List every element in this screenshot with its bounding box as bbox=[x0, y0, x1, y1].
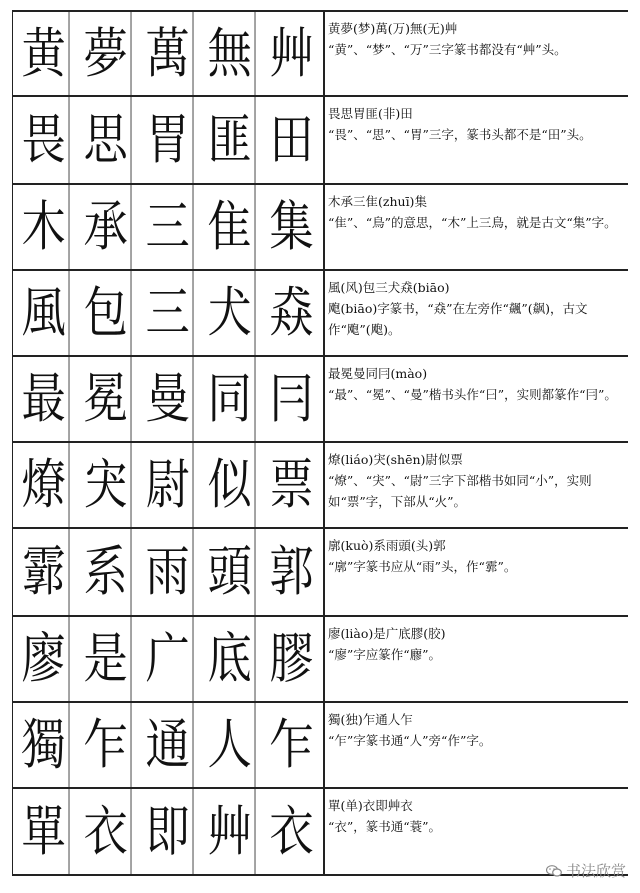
seal-glyph-cell: 是 bbox=[81, 617, 132, 701]
explanation-note bbox=[328, 185, 628, 269]
seal-glyph-cell: 广 bbox=[143, 617, 194, 701]
explanation-note bbox=[328, 443, 628, 527]
seal-glyph-cell: 黄 bbox=[19, 12, 70, 95]
seal-glyph-cell: 萬 bbox=[143, 12, 194, 95]
seal-glyph-cell: 獨 bbox=[19, 703, 70, 787]
seal-glyph-cell: 廖 bbox=[19, 617, 70, 701]
explanation-line: “隹”、“鳥”的意思，“木”上三鳥，就是古文“集”字。 bbox=[328, 215, 617, 230]
explanation-line: “廖”字应篆作“廫”。 bbox=[328, 647, 442, 662]
glyph-cells bbox=[12, 617, 325, 701]
table-row bbox=[12, 789, 628, 876]
seal-glyph-cell: 田 bbox=[269, 108, 314, 171]
seal-glyph-cell: 衣 bbox=[81, 789, 132, 874]
table-row bbox=[12, 12, 628, 97]
explanation-note bbox=[328, 529, 628, 615]
seal-glyph-cell: 曼 bbox=[143, 357, 194, 441]
seal-glyph-cell: 艸 bbox=[205, 789, 256, 874]
seal-glyph-cell: 三 bbox=[143, 185, 194, 269]
explanation-line: “畏”、“思”、“胃”三字，篆书头都不是“田”头。 bbox=[328, 127, 592, 142]
seal-glyph-cell: 風 bbox=[19, 271, 70, 355]
seal-glyph-cell: 宊 bbox=[81, 443, 132, 527]
mnemonic-line: 單(单)衣即艸衣 bbox=[328, 798, 413, 813]
table-row bbox=[12, 271, 628, 357]
seal-glyph-cell: 票 bbox=[269, 453, 314, 516]
glyph-cells bbox=[12, 12, 325, 95]
seal-glyph-cell: 猋 bbox=[269, 281, 314, 344]
seal-glyph-cell: 底 bbox=[205, 617, 256, 701]
table-row bbox=[12, 443, 628, 529]
seal-glyph-cell: 尉 bbox=[143, 443, 194, 527]
explanation-line: “燎”、“宊”、“尉”三字下部楷书如同“小”，实则如“票”字，下部从“火”。 bbox=[328, 473, 592, 509]
table-row bbox=[12, 617, 628, 703]
seal-glyph-cell: 燎 bbox=[19, 443, 70, 527]
seal-glyph-cell: 系 bbox=[81, 529, 132, 615]
table-row bbox=[12, 97, 628, 185]
mnemonic-line: 風(风)包三犬猋(biāo) bbox=[328, 280, 450, 295]
seal-glyph-cell: 夢 bbox=[81, 12, 132, 95]
seal-glyph-cell: 單 bbox=[19, 789, 70, 874]
seal-glyph-cell: 承 bbox=[81, 185, 132, 269]
glyph-cells bbox=[12, 703, 325, 787]
seal-glyph-cell: 雨 bbox=[143, 529, 194, 615]
seal-glyph-cell: 木 bbox=[19, 185, 70, 269]
mnemonic-line: 廓(kuò)系雨頭(头)郭 bbox=[328, 538, 446, 553]
mnemonic-line: 獨(独)乍通人乍 bbox=[328, 712, 413, 727]
wechat-icon bbox=[546, 865, 562, 877]
watermark-text: 书法欣赏 bbox=[565, 862, 626, 880]
mnemonic-line: 最冕曼同冃(mào) bbox=[328, 366, 428, 381]
explanation-note bbox=[328, 12, 628, 95]
seal-glyph-cell: 似 bbox=[205, 443, 256, 527]
seal-glyph-cell: 通 bbox=[143, 703, 194, 787]
table-row bbox=[12, 703, 628, 789]
explanation-line: “乍”字篆书通“人”旁“作”字。 bbox=[328, 733, 492, 748]
seal-glyph-cell: 隹 bbox=[205, 185, 256, 269]
glyph-cells bbox=[12, 443, 325, 527]
watermark bbox=[546, 860, 626, 881]
mnemonic-line: 廖(liào)是广底膠(胶) bbox=[328, 626, 446, 641]
explanation-line: “黄”、“梦”、“万”三字篆书都没有“艸”头。 bbox=[328, 42, 567, 57]
seal-glyph-cell: 艸 bbox=[269, 21, 314, 85]
seal-glyph-cell: 集 bbox=[269, 195, 314, 258]
mnemonic-line: 畏思胃匪(非)田 bbox=[328, 106, 413, 121]
mnemonic-line: 燎(liáo)宊(shēn)尉似票 bbox=[328, 452, 463, 467]
seal-glyph-cell: 包 bbox=[81, 271, 132, 355]
seal-glyph-cell: 思 bbox=[81, 97, 132, 183]
seal-glyph-cell: 無 bbox=[205, 12, 256, 95]
seal-glyph-cell: 乍 bbox=[81, 703, 132, 787]
seal-glyph-cell: 膠 bbox=[269, 627, 314, 690]
glyph-cells bbox=[12, 185, 325, 269]
glyph-cells bbox=[12, 529, 325, 615]
explanation-note bbox=[328, 357, 628, 441]
explanation-note bbox=[328, 97, 628, 183]
glyph-cells bbox=[12, 789, 325, 874]
seal-glyph-cell: 霩 bbox=[19, 529, 70, 615]
seal-glyph-cell: 胃 bbox=[143, 97, 194, 183]
seal-glyph-cell: 冕 bbox=[81, 357, 132, 441]
seal-glyph-cell: 畏 bbox=[19, 97, 70, 183]
seal-glyph-cell: 犬 bbox=[205, 271, 256, 355]
glyph-cells bbox=[12, 271, 325, 355]
mnemonic-line: 木承三隹(zhuī)集 bbox=[328, 194, 427, 209]
seal-glyph-cell: 同 bbox=[205, 357, 256, 441]
seal-glyph-cell: 頭 bbox=[205, 529, 256, 615]
table-row bbox=[12, 185, 628, 271]
explanation-line: “最”、“冕”、“曼”楷书头作“曰”，实则都篆作“冃”。 bbox=[328, 387, 617, 402]
explanation-line: 飑(biāo)字篆书，“猋”在左旁作“飆”(飙)，古文作“飑”(飑)。 bbox=[328, 301, 588, 337]
seal-glyph-cell: 匪 bbox=[205, 97, 256, 183]
glyph-cells bbox=[12, 97, 325, 183]
seal-glyph-cell: 人 bbox=[205, 703, 256, 787]
explanation-note bbox=[328, 617, 628, 701]
table-row bbox=[12, 357, 628, 443]
calligraphy-table bbox=[12, 10, 628, 884]
mnemonic-line: 黄夢(梦)萬(万)無(无)艸 bbox=[328, 21, 458, 36]
seal-glyph-cell: 衣 bbox=[269, 799, 314, 863]
seal-glyph-cell: 三 bbox=[143, 271, 194, 355]
explanation-note bbox=[328, 271, 628, 355]
explanation-line: “廓”字篆书应从“雨”头，作“霩”。 bbox=[328, 559, 517, 574]
seal-glyph-cell: 乍 bbox=[269, 713, 314, 776]
seal-glyph-cell: 即 bbox=[143, 789, 194, 874]
seal-glyph-cell: 郭 bbox=[269, 540, 314, 603]
seal-glyph-cell: 冃 bbox=[269, 367, 314, 430]
explanation-note bbox=[328, 703, 628, 787]
explanation-line: “衣”，篆书通“蓑”。 bbox=[328, 819, 442, 834]
table-row bbox=[12, 529, 628, 617]
glyph-cells bbox=[12, 357, 325, 441]
seal-glyph-cell: 最 bbox=[19, 357, 70, 441]
